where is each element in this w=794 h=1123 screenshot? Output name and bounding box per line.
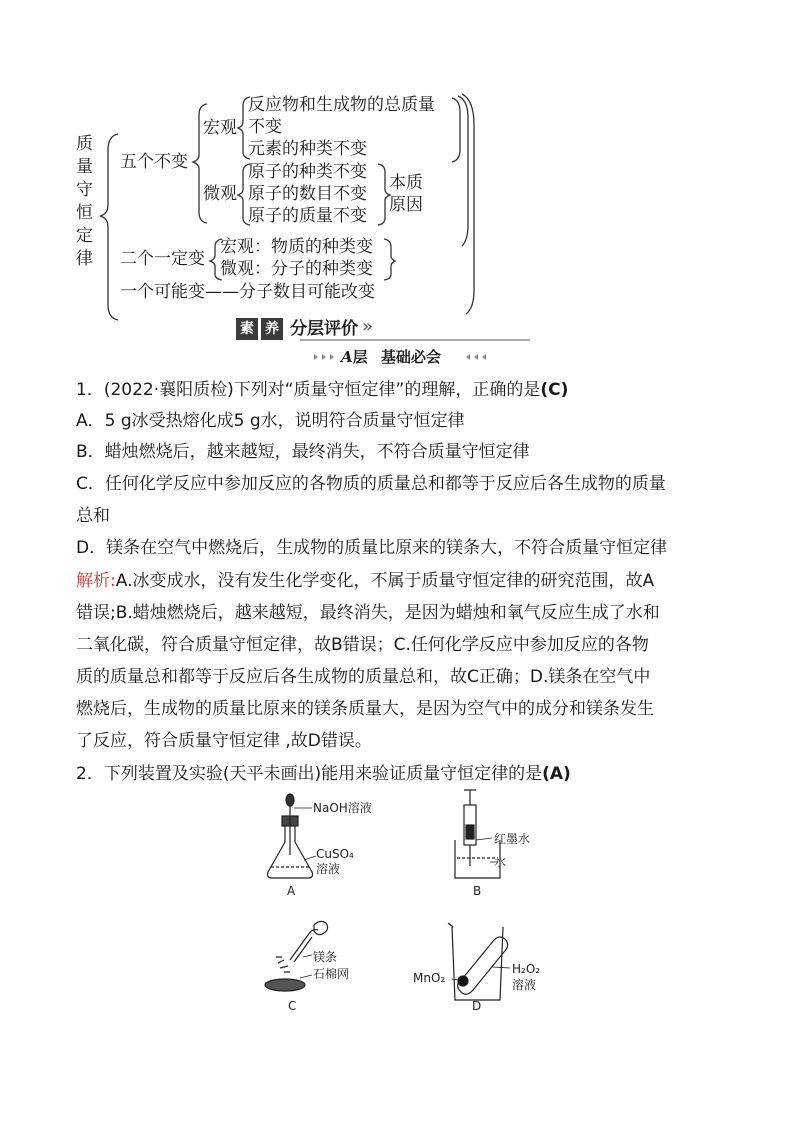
micro-item: 原子的质量不变 <box>248 206 367 226</box>
stem-text: 1．(2022·襄阳质检)下列对“质量守恒定律”的理解，正确的是 <box>76 380 541 400</box>
option-d: D．镁条在空气中燃烧后，生成物的质量比原来的镁条大，不符合质量守恒定律 <box>76 538 668 558</box>
macro-item: 不变 <box>248 117 282 137</box>
analysis-line: 二氧化碳，符合质量守恒定律，故B错误；C.任何化学反应中参加反应的各物 <box>76 635 649 655</box>
fig-b-reagent: 水 <box>494 855 507 869</box>
fig-d-reagent: 溶液 <box>512 978 537 992</box>
figure-a-flask <box>268 794 317 878</box>
macro-label: 宏观 <box>203 118 237 138</box>
root-char: 恒 <box>76 203 93 223</box>
figure-d-beaker <box>448 923 510 1000</box>
layer-letter: A <box>341 348 353 366</box>
fig-d-label: D <box>472 999 482 1013</box>
badge: 养 <box>261 318 283 340</box>
answer: (A) <box>542 764 571 784</box>
fig-a-reagent: 溶液 <box>316 862 341 876</box>
layer-title: 基础必会 <box>380 348 441 366</box>
fig-b-label: B <box>473 884 482 898</box>
micro-item: 原子的数目不变 <box>248 184 367 204</box>
analysis-line: 了反应，符合质量守恒定律 ,故D错误。 <box>76 731 372 751</box>
section-arrows: » <box>362 316 374 337</box>
option-a: A．5 g冰受热熔化成5 g水，说明符合质量守恒定律 <box>76 411 465 431</box>
two-changes-label: 二个一定变 <box>120 249 205 269</box>
root-char: 量 <box>76 157 93 177</box>
root-char: 质 <box>76 134 93 154</box>
fig-a-reagent: NaOH溶液 <box>313 801 372 815</box>
fig-a-reagent: CuSO₄ <box>316 847 354 861</box>
fig-b-reagent: 红墨水 <box>494 832 531 846</box>
macro-item: 反应物和生成物的总质量 <box>248 95 435 115</box>
micro-item: 原子的种类不变 <box>248 162 367 182</box>
analysis-line: 质的质量总和都等于反应后各生成物的质量总和，故C正确；D.镁条在空气中 <box>76 667 651 687</box>
option-c: C．任何化学反应中参加反应的各物质的质量总和都等于反应后各生成物的质量 <box>76 474 666 494</box>
fig-c-label: C <box>288 999 297 1013</box>
section-title: 分层评价 <box>290 319 358 339</box>
two-changes-item: 宏观：物质的种类变 <box>220 237 373 257</box>
analysis-text: A.冰变成水，没有发生化学变化，不属于质量守恒定律的研究范围，故A <box>115 571 655 591</box>
micro-label: 微观 <box>203 184 237 204</box>
fig-c-reagent: 镁条 <box>313 950 338 964</box>
one-possible-change: 一个可能变——分子数目可能改变 <box>120 282 375 302</box>
two-changes-item: 微观：分子的种类变 <box>220 259 373 279</box>
macro-item: 元素的种类不变 <box>248 139 367 159</box>
root-char: 守 <box>76 180 93 200</box>
option-c-cont: 总和 <box>76 506 110 526</box>
five-invariants-label: 五个不变 <box>120 152 188 172</box>
fig-d-reagent: MnO₂ <box>413 971 446 985</box>
fig-c-reagent: 石棉网 <box>313 967 350 981</box>
badge: 素 <box>236 318 258 340</box>
fig-d-reagent: H₂O₂ <box>512 962 541 976</box>
fig-a-label: A <box>287 884 296 898</box>
analysis-line: 燃烧后，生成物的质量比原来的镁条质量大，是因为空气中的成分和镁条发生 <box>76 699 654 719</box>
analysis-line: 错误;B.蜡烛燃烧后，越来越短，最终消失，是因为蜡烛和氧气反应生成了水和 <box>76 603 660 623</box>
layer-char: 层 <box>352 348 368 366</box>
answer: (C) <box>540 380 569 400</box>
analysis-label: 解析: <box>76 571 116 591</box>
essence-label: 原因 <box>389 195 423 215</box>
root-char: 律 <box>76 249 93 269</box>
root-char: 定 <box>76 226 93 246</box>
stem-text: 2．下列装置及实验(天平未画出)能用来验证质量守恒定律的是 <box>76 764 543 784</box>
essence-label: 本质 <box>389 173 423 193</box>
option-b: B．蜡烛燃烧后，越来越短，最终消失，不符合质量守恒定律 <box>76 442 530 462</box>
